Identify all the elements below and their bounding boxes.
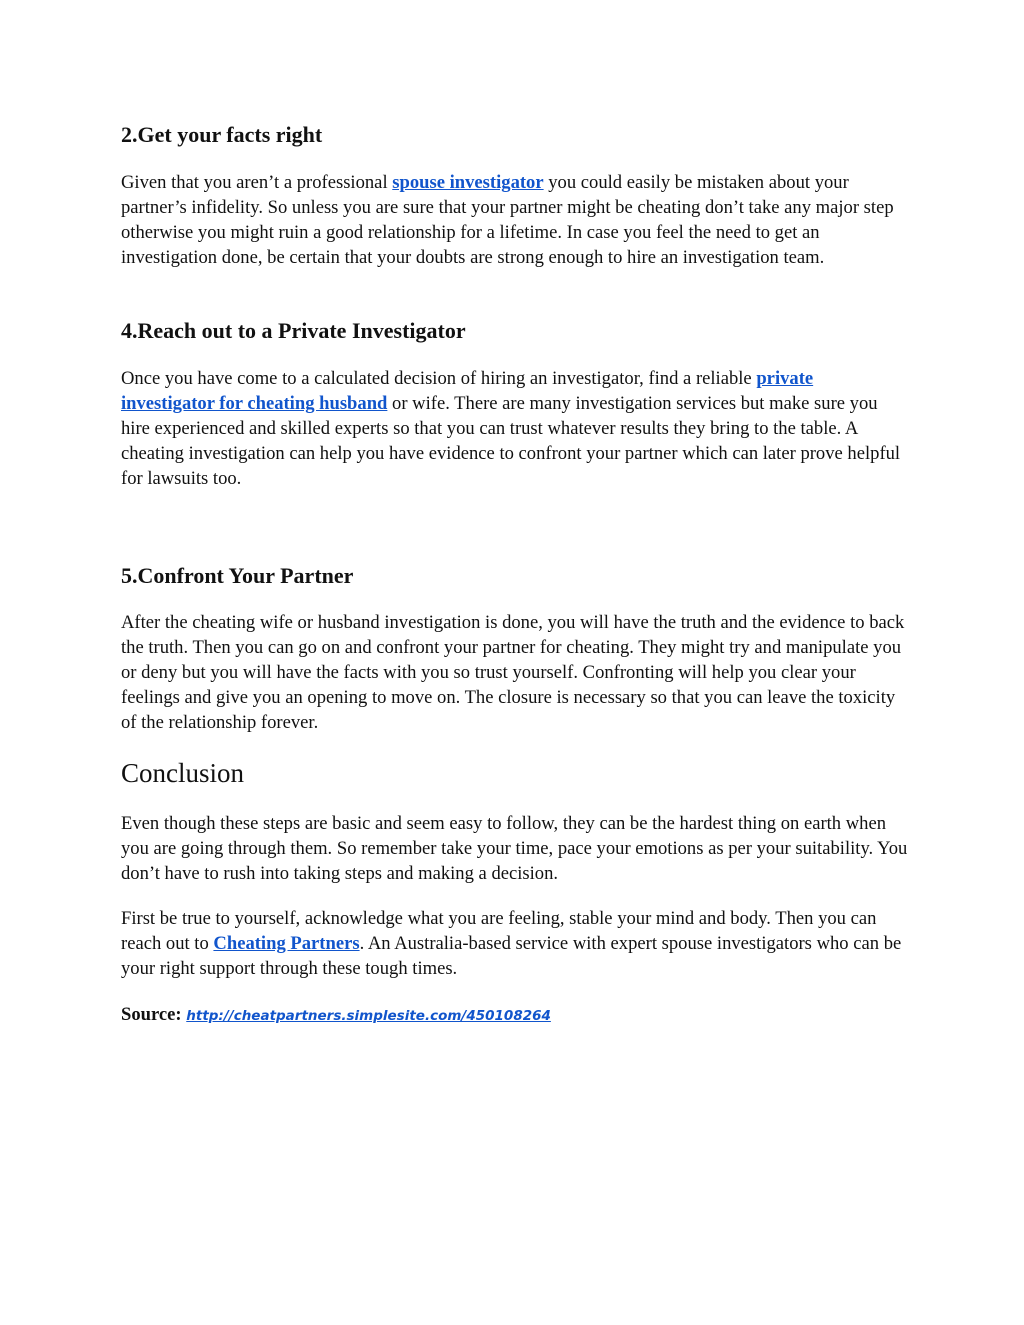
conclusion-heading: Conclusion	[121, 758, 245, 788]
source-line	[121, 1002, 911, 1029]
section-paragraph-facts	[121, 170, 911, 270]
paragraph-text: or wife. There are many investigation services but make sure you hire experienced and skilled experts so that you can trust whatever results they bring to the table. A cheating investigation can help you have evidence to confront your partner which can later prove helpful for lawsuits too.	[121, 393, 901, 489]
cheating-partners-link[interactable]: Cheating Partners	[213, 933, 360, 954]
paragraph-text: First be true to yourself, acknowledge what you are feeling, stable your mind and body. Then you can reach out to	[121, 908, 877, 954]
section-paragraph-confront: After the cheating wife or husband investigation is done, you will have the truth and the evidence to back the truth. Then you can go on and confront your partner for cheating. They might try and manipulate you or deny but you will have the facts with you so trust yourself. Confronting will help you clear your feelings and give you an opening to move on. The closure is necessary so that you can leave the toxicity of the relationship forever.	[121, 612, 905, 733]
spouse-investigator-link[interactable]: spouse investigator	[392, 172, 544, 193]
section-heading-facts: 2.Get your facts right	[121, 122, 323, 147]
source-label: Source:	[121, 1004, 182, 1025]
conclusion-paragraph-2	[121, 906, 911, 981]
paragraph-text: you could easily be mistaken about your partner’s infidelity. So unless you are sure that your partner might be cheating don’t take any major step otherwise you might ruin a good relationship for a lifetime. In case you feel the need to get an investigation done, be certain that your doubts are strong enough to hire an investigation team.	[121, 172, 894, 268]
conclusion-paragraph-1: Even though these steps are basic and seem easy to follow, they can be the hardest thing on earth when you are going through them. So remember take your time, pace your emotions as per your suitability. You don’t have to rush into taking steps and making a decision.	[121, 813, 908, 884]
source-url-link[interactable]: http://cheatpartners.simplesite.com/450108264	[186, 1008, 551, 1024]
paragraph-text: Given that you aren’t a professional	[121, 172, 393, 193]
paragraph-text: Once you have come to a calculated decision of hiring an investigator, find a reliable	[121, 368, 757, 389]
section-paragraph-reach-out	[121, 366, 911, 491]
private-investigator-link[interactable]: private investigator for cheating husband	[121, 368, 814, 414]
section-heading-confront: 5.Confront Your Partner	[121, 563, 354, 588]
section-heading-reach-out: 4.Reach out to a Private Investigator	[121, 318, 466, 343]
paragraph-text: . An Australia-based service with expert spouse investigators who can be your right support through these tough times.	[121, 933, 902, 979]
